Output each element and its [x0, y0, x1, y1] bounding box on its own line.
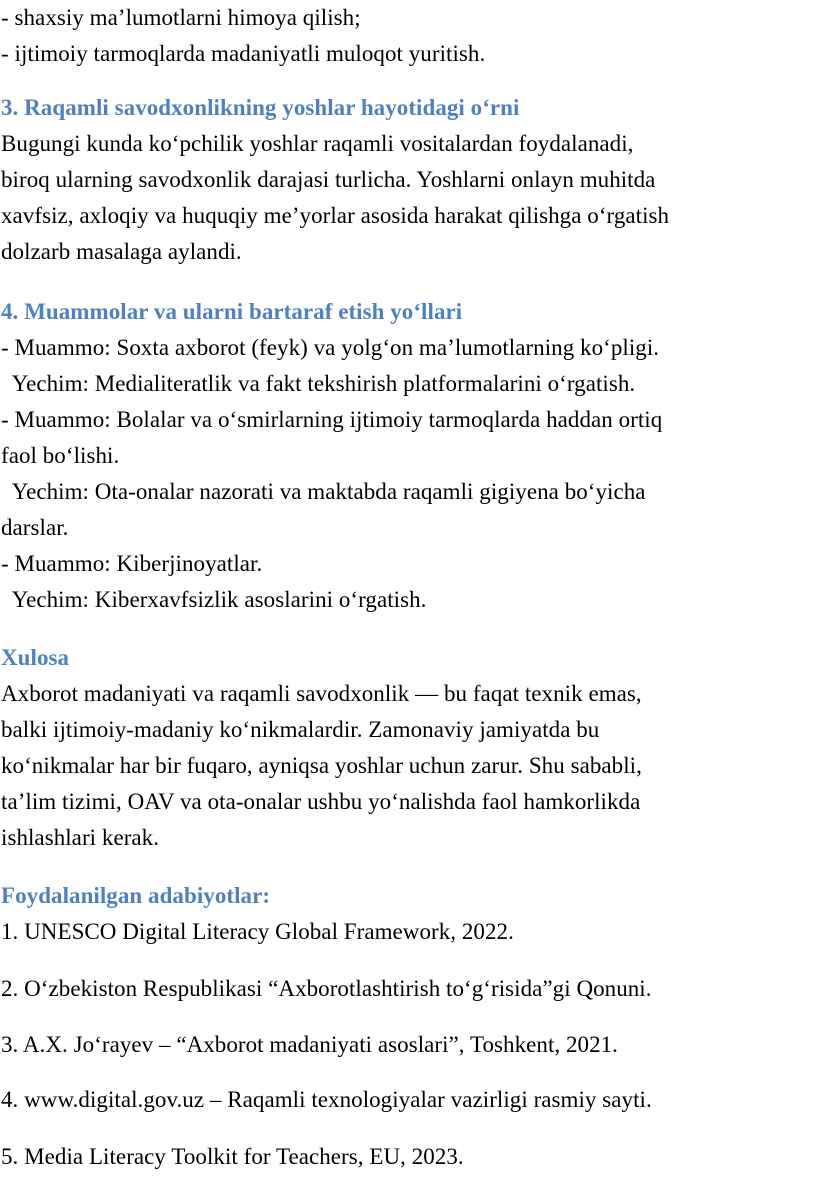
section3-paragraph-line: Bugungi kunda ko‘pchilik yoshlar raqamli vositalardan foydalanadi, — [1, 131, 634, 156]
reference-item: 2. O‘zbekiston Respublikasi “Axborotlashtirish to‘g‘risida”gi Qonuni. — [1, 976, 652, 1001]
conclusion-paragraph-line: balki ijtimoiy-madaniy ko‘nikmalardir. Zamonaviy jamiyatda bu — [1, 717, 600, 742]
intro-bullet-line: - ijtimoiy tarmoqlarda madaniyatli muloqot yuritish. — [1, 41, 486, 66]
section4-problem-line: faol bo‘lishi. — [1, 443, 120, 468]
conclusion-paragraph-line: ishlashlari kerak. — [1, 825, 160, 850]
section4-solution-line: Yechim: Medialiteratlik va fakt tekshirish platformalarini o‘rgatish. — [1, 371, 636, 396]
section4-problem-line: - Muammo: Kiberjinoyatlar. — [1, 551, 263, 576]
section3-paragraph-line: xavfsiz, axloqiy va huquqiy me’yorlar asosida harakat qilishga o‘rgatish — [1, 203, 670, 228]
section3-heading: 3. Raqamli savodxonlikning yoshlar hayotidagi o‘rni — [1, 95, 520, 120]
section4-solution-line: darslar. — [1, 515, 69, 540]
conclusion-paragraph-line: ko‘nikmalar har bir fuqaro, ayniqsa yoshlar uchun zarur. Shu sababli, — [1, 753, 642, 778]
references-heading: Foydalanilgan adabiyotlar: — [1, 883, 271, 908]
section4-solution-line: Yechim: Kiberxavfsizlik asoslarini o‘rgatish. — [1, 587, 427, 612]
reference-item: 3. A.X. Jo‘rayev – “Axborot madaniyati asoslari”, Toshkent, 2021. — [1, 1032, 618, 1057]
conclusion-paragraph-line: ta’lim tizimi, OAV va ota-onalar ushbu yo‘nalishda faol hamkorlikda — [1, 789, 641, 814]
section4-problem-line: - Muammo: Bolalar va o‘smirlarning ijtimoiy tarmoqlarda haddan ortiq — [1, 407, 663, 432]
section3-paragraph-line: biroq ularning savodxonlik darajasi turlicha. Yoshlarni onlayn muhitda — [1, 167, 656, 192]
intro-bullet-line: - shaxsiy ma’lumotlarni himoya qilish; — [1, 5, 361, 30]
conclusion-heading: Xulosa — [1, 645, 70, 670]
section4-heading: 4. Muammolar va ularni bartaraf etish yo‘llari — [1, 299, 463, 324]
reference-item: 1. UNESCO Digital Literacy Global Framework, 2022. — [1, 919, 514, 944]
reference-item: 5. Media Literacy Toolkit for Teachers, EU, 2023. — [1, 1144, 464, 1169]
reference-item: 4. www.digital.gov.uz – Raqamli texnologiyalar vazirligi rasmiy sayti. — [1, 1087, 652, 1112]
section3-paragraph-line: dolzarb masalaga aylandi. — [1, 239, 242, 264]
section4-problem-line: - Muammo: Soxta axborot (feyk) va yolg‘on ma’lumotlarning ko‘pligi. — [1, 335, 660, 360]
section4-solution-line: Yechim: Ota-onalar nazorati va maktabda raqamli gigiyena bo‘yicha — [1, 479, 646, 504]
conclusion-paragraph-line: Axborot madaniyati va raqamli savodxonlik — bu faqat texnik emas, — [1, 681, 642, 706]
